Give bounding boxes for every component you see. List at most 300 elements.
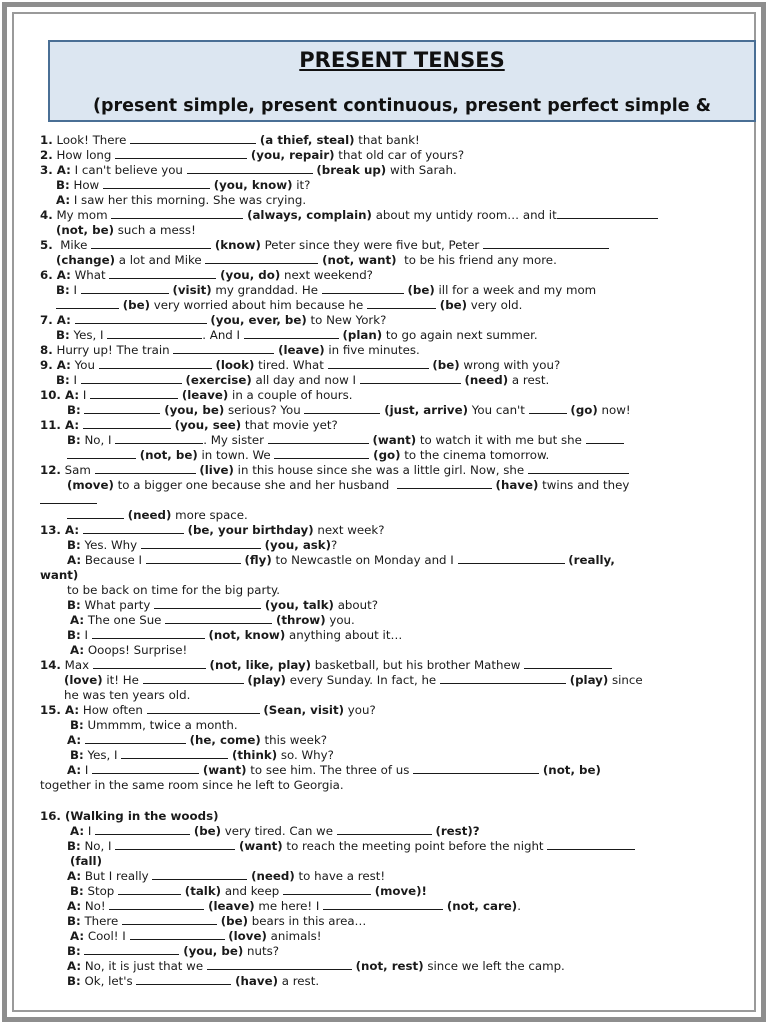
answer-blank[interactable]: [118, 884, 181, 895]
exercise-line: [56, 328, 538, 343]
exercise-line: [40, 568, 78, 583]
answer-blank[interactable]: [323, 899, 443, 910]
line-text: Ooops! Surprise!: [84, 643, 188, 657]
line-text: twins and they: [538, 478, 630, 492]
verb-prompt: 6. A:: [40, 268, 71, 282]
exercise-line: [70, 854, 102, 869]
verb-prompt: B:: [67, 598, 81, 612]
verb-prompt: (visit): [172, 283, 212, 297]
verb-prompt: 13. A:: [40, 523, 80, 537]
answer-blank[interactable]: [130, 929, 225, 940]
answer-blank[interactable]: [322, 283, 404, 294]
answer-blank[interactable]: [136, 974, 231, 985]
exercise-line: [40, 358, 560, 373]
verb-prompt: (you, be): [164, 403, 225, 417]
line-text: in five minutes.: [324, 343, 420, 357]
verb-prompt: (need): [251, 869, 295, 883]
answer-blank[interactable]: [268, 433, 369, 444]
page-title: PRESENT TENSES: [299, 48, 505, 72]
verb-prompt: A:: [70, 613, 85, 627]
answer-blank[interactable]: [141, 538, 261, 549]
exercise-line: [40, 268, 373, 283]
line-text: now!: [597, 403, 631, 417]
answer-blank[interactable]: [147, 703, 260, 714]
verb-prompt: (exercise): [185, 373, 252, 387]
verb-prompt: (break up): [316, 163, 387, 177]
exercise-line: [40, 388, 353, 403]
line-text: Ok, let's: [80, 974, 137, 988]
verb-prompt: (rest)?: [435, 824, 480, 838]
line-text: .: [517, 899, 521, 913]
line-text: about?: [333, 598, 379, 612]
answer-blank[interactable]: [84, 403, 160, 414]
verb-prompt: 9. A:: [40, 358, 71, 372]
verb-prompt: A:: [67, 899, 82, 913]
verb-prompt: (have): [235, 974, 278, 988]
line-text: to reach the meeting point before the night: [282, 839, 548, 853]
exercise-line: [40, 133, 420, 148]
answer-blank[interactable]: [528, 463, 629, 474]
line-text: How long: [52, 148, 116, 162]
line-text: The one Sue: [84, 613, 166, 627]
answer-blank[interactable]: [586, 433, 624, 444]
verb-prompt: (you, know): [213, 178, 293, 192]
answer-blank[interactable]: [360, 373, 461, 384]
line-text: and keep: [221, 884, 283, 898]
line-text: Cool! I: [84, 929, 130, 943]
exercise-line: [56, 298, 522, 313]
answer-blank[interactable]: [187, 163, 313, 174]
verb-prompt: (want): [372, 433, 417, 447]
verb-prompt: (you, talk): [264, 598, 334, 612]
line-text: No, it is just that we: [81, 959, 207, 973]
answer-blank[interactable]: [83, 418, 171, 429]
answer-blank[interactable]: [92, 763, 199, 774]
verb-prompt: (you, see): [174, 418, 242, 432]
line-text: you.: [325, 613, 355, 627]
line-text: tired. What: [254, 358, 328, 372]
answer-blank[interactable]: [111, 208, 243, 219]
exercise-line: [67, 583, 280, 598]
verb-prompt: (Sean, visit): [263, 703, 345, 717]
line-text: I saw her this morning. She was crying.: [70, 193, 307, 207]
line-text: in a couple of hours.: [228, 388, 353, 402]
verb-prompt: (not, be): [56, 223, 114, 237]
answer-blank[interactable]: [84, 944, 179, 955]
exercise-line: [40, 778, 344, 793]
verb-prompt: (he, come): [189, 733, 261, 747]
line-text: I: [69, 373, 81, 387]
line-text: You: [70, 358, 99, 372]
answer-blank[interactable]: [75, 313, 207, 324]
line-text: No, I: [80, 433, 116, 447]
verb-prompt: A:: [70, 929, 85, 943]
line-text: every Sunday. In fact, he: [285, 673, 440, 687]
answer-blank[interactable]: [122, 914, 217, 925]
line-text: But I really: [81, 869, 153, 883]
exercise-line: [67, 553, 615, 568]
exercise-line: [40, 703, 376, 718]
line-text: such a mess!: [113, 223, 196, 237]
verb-prompt: B:: [56, 373, 70, 387]
answer-blank[interactable]: [109, 268, 216, 279]
line-text: more space.: [171, 508, 248, 522]
exercise-line: [67, 433, 624, 448]
verb-prompt: (go): [570, 403, 598, 417]
answer-blank[interactable]: [205, 253, 318, 264]
verb-prompt: (just, arrive): [384, 403, 469, 417]
line-text: together in the same room since he left to Georgia.: [40, 778, 344, 792]
line-text: ill for a week and my mom: [434, 283, 597, 297]
verb-prompt: (always, complain): [247, 208, 372, 222]
verb-prompt: B:: [67, 403, 81, 417]
verb-prompt: (love): [228, 929, 267, 943]
answer-blank[interactable]: [95, 824, 190, 835]
verb-prompt: 2.: [40, 148, 53, 162]
answer-blank[interactable]: [90, 388, 178, 399]
answer-blank[interactable]: [99, 358, 212, 369]
verb-prompt: (have): [495, 478, 539, 492]
verb-prompt: 11. A:: [40, 418, 80, 432]
verb-prompt: (play): [247, 673, 286, 687]
verb-prompt: B:: [56, 178, 70, 192]
answer-blank[interactable]: [83, 523, 184, 534]
verb-prompt: (think): [232, 748, 278, 762]
line-text: so. Why?: [277, 748, 334, 762]
verb-prompt: (throw): [275, 613, 326, 627]
line-text: a rest.: [508, 373, 550, 387]
exercise-line: [67, 508, 248, 523]
title-box: [48, 40, 756, 122]
line-text: Max: [60, 658, 93, 672]
line-text: No, I: [80, 839, 116, 853]
verb-prompt: (love): [64, 673, 103, 687]
answer-blank[interactable]: [458, 553, 565, 564]
line-text: I: [79, 388, 91, 402]
line-text: it! He: [102, 673, 143, 687]
answer-blank[interactable]: [93, 658, 206, 669]
exercise-line: [67, 763, 601, 778]
exercise-line: [67, 403, 631, 418]
verb-prompt: A:: [56, 193, 71, 207]
line-text: to be back on time for the big party.: [67, 583, 281, 597]
answer-blank[interactable]: [56, 298, 119, 309]
answer-blank[interactable]: [547, 839, 635, 850]
line-text: There: [80, 914, 123, 928]
verb-prompt: (not, want): [322, 253, 397, 267]
verb-prompt: (be): [122, 298, 150, 312]
exercise-line: [67, 974, 319, 989]
verb-prompt: (be): [432, 358, 460, 372]
exercise-line: [56, 178, 310, 193]
exercise-line: [40, 418, 338, 433]
verb-prompt: A:: [67, 763, 82, 777]
exercise-line: [40, 658, 612, 673]
exercise-line: [67, 869, 385, 884]
line-text: ?: [331, 538, 338, 552]
answer-blank[interactable]: [173, 343, 274, 354]
exercise-line: [40, 313, 386, 328]
exercise-line: [67, 944, 279, 959]
line-text: No!: [81, 899, 110, 913]
answer-blank[interactable]: [95, 463, 196, 474]
line-text: this week?: [260, 733, 328, 747]
line-text: . My sister: [203, 433, 268, 447]
answer-blank[interactable]: [146, 553, 241, 564]
line-text: all day and now I: [251, 373, 360, 387]
verb-prompt: B:: [67, 433, 81, 447]
verb-prompt: (need): [464, 373, 509, 387]
verb-prompt: 3. A:: [40, 163, 71, 177]
answer-blank[interactable]: [85, 733, 186, 744]
verb-prompt: (really,: [568, 553, 615, 567]
line-text: that bank!: [354, 133, 420, 147]
verb-prompt: (not, like, play): [209, 658, 312, 672]
verb-prompt: (change): [56, 253, 115, 267]
verb-prompt: (move): [67, 478, 114, 492]
answer-blank[interactable]: [115, 148, 247, 159]
line-text: he was ten years old.: [64, 688, 191, 702]
exercise-line: [67, 733, 327, 748]
answer-blank[interactable]: [274, 448, 369, 459]
line-text: I: [81, 763, 93, 777]
answer-blank[interactable]: [165, 613, 272, 624]
answer-blank[interactable]: [91, 238, 211, 249]
verb-prompt: 1.: [40, 133, 53, 147]
verb-prompt: (not, care): [446, 899, 518, 913]
exercise-line: [40, 238, 609, 253]
verb-prompt: (know): [214, 238, 261, 252]
verb-prompt: (need): [127, 508, 172, 522]
verb-prompt: (not, be): [542, 763, 601, 777]
verb-prompt: (talk): [184, 884, 222, 898]
exercise-line: [67, 959, 565, 974]
line-text: next week?: [313, 523, 385, 537]
answer-blank[interactable]: [152, 869, 247, 880]
verb-prompt: (you, ever, be): [210, 313, 307, 327]
exercise-line: [67, 899, 521, 914]
verb-prompt: B:: [56, 283, 70, 297]
verb-prompt: (you, repair): [250, 148, 335, 162]
answer-blank[interactable]: [524, 658, 612, 669]
exercise-line: [56, 253, 557, 268]
subtitle-line-1: (present simple, present continuous, present perfect simple &: [93, 96, 711, 116]
verb-prompt: 15. A:: [40, 703, 80, 717]
verb-prompt: 7. A:: [40, 313, 71, 327]
answer-blank[interactable]: [107, 328, 202, 339]
exercise-line: [67, 914, 366, 929]
line-text: I: [84, 824, 96, 838]
line-text: Peter since they were five but, Peter: [260, 238, 483, 252]
verb-prompt: (move)!: [374, 884, 427, 898]
exercise-line: [67, 538, 337, 553]
line-text: Sam: [60, 463, 95, 477]
line-text: Stop: [83, 884, 119, 898]
line-text: I: [69, 283, 81, 297]
line-text: Mike: [52, 238, 92, 252]
line-text: serious? You: [224, 403, 305, 417]
verb-prompt: A:: [67, 869, 82, 883]
exercise-line: [67, 448, 549, 463]
verb-prompt: (you, do): [220, 268, 281, 282]
answer-blank[interactable]: [367, 298, 436, 309]
line-text: very old.: [467, 298, 523, 312]
answer-blank[interactable]: [337, 824, 432, 835]
line-text: You can't: [468, 403, 529, 417]
verb-prompt: (fly): [244, 553, 272, 567]
verb-prompt: 5.: [40, 238, 53, 252]
answer-blank[interactable]: [67, 508, 124, 519]
line-text: you?: [344, 703, 376, 717]
exercise-line: [56, 373, 549, 388]
line-text: a rest.: [277, 974, 320, 988]
line-text: to New York?: [306, 313, 387, 327]
line-text: it?: [292, 178, 311, 192]
exercise-line: [40, 493, 97, 508]
verb-prompt: B:: [67, 914, 81, 928]
answer-blank[interactable]: [328, 358, 429, 369]
verb-prompt: 12.: [40, 463, 61, 477]
answer-blank[interactable]: [143, 673, 244, 684]
verb-prompt: 10. A:: [40, 388, 80, 402]
line-text: very tired. Can we: [221, 824, 337, 838]
verb-prompt: 16. (Walking in the woods): [40, 809, 219, 823]
exercise-line: [67, 839, 635, 854]
line-text: How: [69, 178, 103, 192]
answer-blank[interactable]: [81, 283, 169, 294]
exercise-line: [40, 148, 464, 163]
verb-prompt: (go): [373, 448, 401, 462]
line-text: to be his friend any more.: [396, 253, 557, 267]
line-text: What party: [80, 598, 155, 612]
verb-prompt: B:: [70, 718, 84, 732]
line-text: Yes, I: [83, 748, 122, 762]
answer-blank[interactable]: [67, 448, 136, 459]
line-text: My mom: [52, 208, 112, 222]
exercise-line: [70, 884, 427, 899]
answer-blank[interactable]: [207, 959, 352, 970]
answer-blank[interactable]: [483, 238, 609, 249]
line-text: in this house since she was a little girl. Now, she: [233, 463, 528, 477]
line-text: I can't believe you: [70, 163, 187, 177]
line-text: in town. We: [197, 448, 275, 462]
answer-blank[interactable]: [92, 628, 205, 639]
verb-prompt: want): [40, 568, 79, 582]
exercise-line: [70, 824, 480, 839]
answer-blank[interactable]: [109, 899, 204, 910]
verb-prompt: (live): [199, 463, 234, 477]
line-text: . And I: [202, 328, 244, 342]
verb-prompt: A:: [70, 643, 85, 657]
line-text: since: [608, 673, 643, 687]
exercise-line: [56, 223, 196, 238]
line-text: that movie yet?: [241, 418, 338, 432]
verb-prompt: A:: [67, 553, 82, 567]
answer-blank[interactable]: [130, 133, 256, 144]
answer-blank[interactable]: [304, 403, 380, 414]
verb-prompt: (not, rest): [355, 959, 424, 973]
verb-prompt: (plan): [342, 328, 383, 342]
line-text: Ummmm, twice a month.: [83, 718, 238, 732]
line-text: anything about it…: [285, 628, 403, 642]
verb-prompt: (be): [407, 283, 435, 297]
answer-blank[interactable]: [529, 403, 567, 414]
verb-prompt: A:: [67, 733, 82, 747]
answer-blank[interactable]: [115, 839, 235, 850]
answer-blank[interactable]: [440, 673, 566, 684]
exercise-line: [56, 283, 596, 298]
verb-prompt: (want): [202, 763, 247, 777]
answer-blank[interactable]: [557, 208, 658, 219]
verb-prompt: (play): [569, 673, 609, 687]
verb-prompt: A:: [70, 824, 85, 838]
verb-prompt: (be): [439, 298, 468, 312]
verb-prompt: 8.: [40, 343, 53, 357]
answer-blank[interactable]: [154, 598, 261, 609]
exercise-line: [40, 463, 629, 478]
verb-prompt: B:: [70, 884, 84, 898]
line-text: to a bigger one because she and her husband: [113, 478, 397, 492]
answer-blank[interactable]: [397, 478, 492, 489]
line-text: Because I: [81, 553, 146, 567]
line-text: to go again next summer.: [382, 328, 538, 342]
line-text: I: [80, 628, 92, 642]
answer-blank[interactable]: [115, 433, 203, 444]
answer-blank[interactable]: [121, 748, 228, 759]
exercise-line: [70, 929, 321, 944]
line-text: next weekend?: [280, 268, 373, 282]
answer-blank[interactable]: [283, 884, 371, 895]
answer-blank[interactable]: [81, 373, 182, 384]
verb-prompt: B:: [70, 748, 84, 762]
line-text: very worried about him because he: [149, 298, 368, 312]
exercise-line: [67, 628, 402, 643]
line-text: What: [70, 268, 110, 282]
exercise-line: [56, 193, 306, 208]
verb-prompt: B:: [56, 328, 70, 342]
verb-prompt: (want): [239, 839, 283, 853]
answer-blank[interactable]: [103, 178, 210, 189]
line-text: since we left the camp.: [423, 959, 565, 973]
verb-prompt: (a thief, steal): [259, 133, 355, 147]
exercise-line: [70, 613, 355, 628]
verb-prompt: B:: [67, 944, 81, 958]
verb-prompt: B:: [67, 974, 81, 988]
line-text: about my untidy room… and it: [371, 208, 557, 222]
answer-blank[interactable]: [413, 763, 539, 774]
verb-prompt: (be): [220, 914, 248, 928]
verb-prompt: (be): [193, 824, 222, 838]
line-text: my granddad. He: [211, 283, 322, 297]
verb-prompt: (you, ask): [264, 538, 332, 552]
exercise-line: [64, 673, 643, 688]
exercise-line: [67, 598, 378, 613]
exercise-line: [40, 523, 385, 538]
verb-prompt: (not, be): [139, 448, 198, 462]
line-text: Yes, I: [69, 328, 108, 342]
page-subtitle: [50, 91, 754, 122]
verb-prompt: B:: [67, 628, 81, 642]
exercise-line: [70, 643, 187, 658]
line-text: with Sarah.: [386, 163, 457, 177]
verb-prompt: B:: [67, 538, 81, 552]
verb-prompt: 14.: [40, 658, 61, 672]
answer-blank[interactable]: [40, 493, 97, 504]
verb-prompt: (leave): [208, 899, 255, 913]
answer-blank[interactable]: [244, 328, 339, 339]
verb-prompt: (you, be): [183, 944, 244, 958]
exercise-line: [67, 478, 629, 493]
